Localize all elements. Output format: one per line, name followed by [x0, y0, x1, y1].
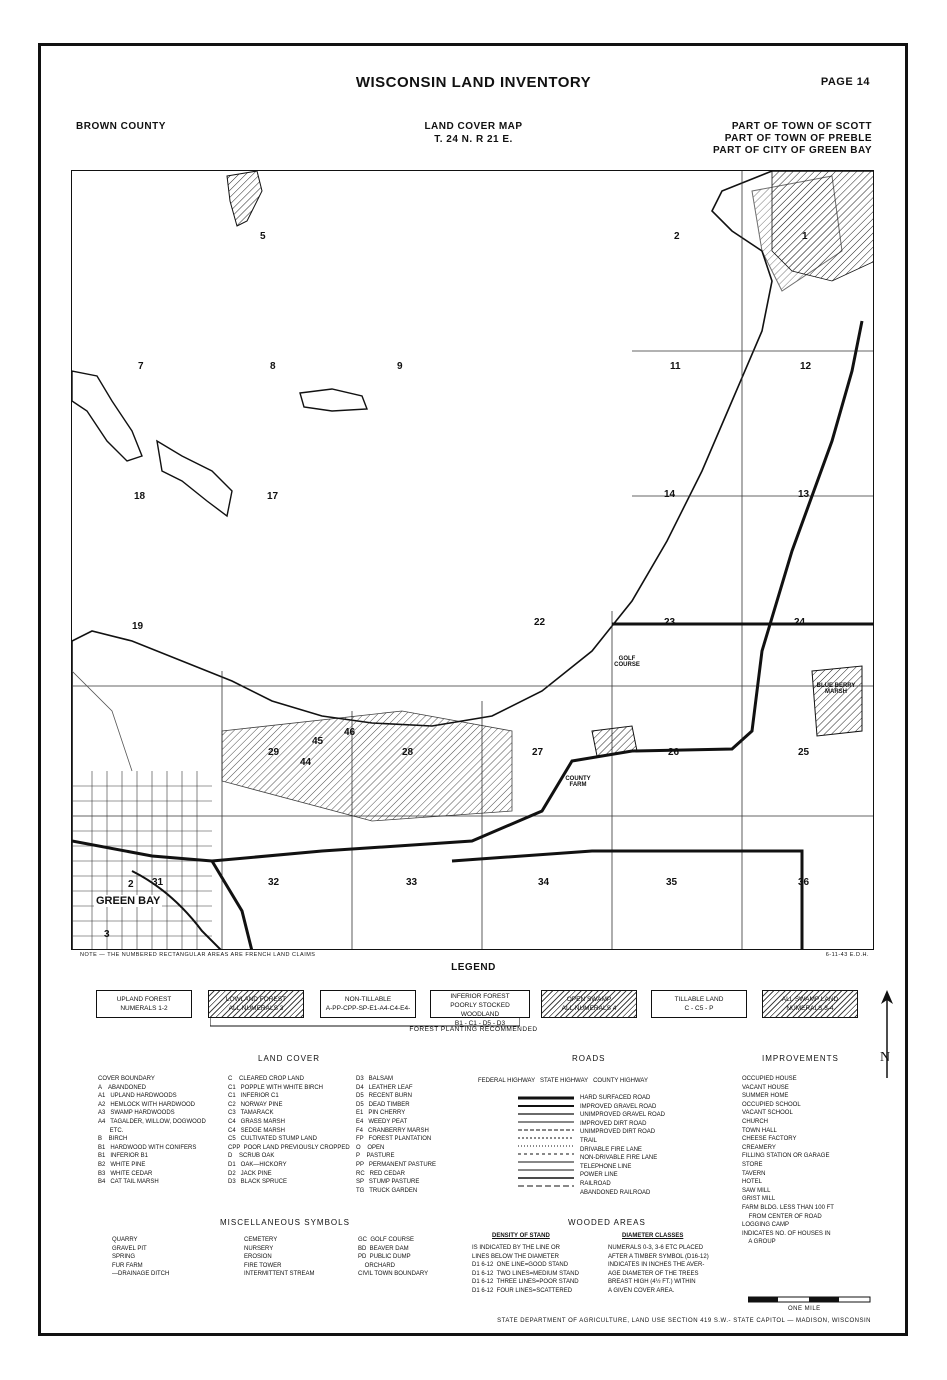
diameter-list: NUMERALS 0-3, 3-6 ETC PLACED AFTER A TIMBER SYMBOL (D16-12) INDICATES IN INCHES THE AVER- AGE DIAMETER OF THE TREES BREAST HIGH (4½ FT.) WITHIN A GIVEN COVER AREA.	[608, 1245, 709, 1294]
section-24: 24	[794, 617, 806, 628]
density-heading: DENSITY OF STAND	[492, 1233, 550, 1239]
north-label: N	[880, 1050, 891, 1065]
section-17: 17	[267, 491, 279, 502]
misc-list-3: GC GOLF COURSE BD BEAVER DAM PD PUBLIC DUMP ORCHARD CIVIL TOWN BOUNDARY	[358, 1237, 429, 1278]
shoreline-land	[72, 171, 874, 950]
road-symbols	[518, 1094, 576, 1198]
section-18: 18	[134, 491, 146, 502]
township-label: T. 24 N. R 21 E.	[434, 134, 513, 145]
section-13: 13	[798, 489, 810, 500]
section-32: 32	[268, 877, 280, 888]
section-35: 35	[666, 877, 678, 888]
area-name-2: PART OF TOWN OF PREBLE	[724, 133, 872, 144]
county-name: BROWN COUNTY	[76, 121, 166, 132]
area-name-3: PART OF CITY OF GREEN BAY	[713, 145, 872, 156]
section-5: 5	[260, 231, 266, 242]
section-8: 8	[270, 361, 276, 372]
section-25: 25	[798, 747, 810, 758]
section-22: 22	[534, 617, 546, 628]
map-note: NOTE — THE NUMBERED RECTANGULAR AREAS ARE FRENCH LAND CLAIMS	[80, 952, 316, 958]
legend-lowland-forest: LOWLAND FOREST ALL NUMERALS 3	[208, 990, 304, 1018]
misc-symbols-heading: MISCELLANEOUS SYMBOLS	[220, 1218, 350, 1227]
section-27: 27	[532, 747, 544, 758]
land-cover-list-2: C CLEARED CROP LAND C1 POPPLE WITH WHITE BIRCH C1 INFERIOR C1 C2 NORWAY PINE C3 TAMARACK C4 GRASS MARSH C4 SEDGE MARSH C5 CULTIVATED STUMP LAND CPP POOR LAND PREVIOUSLY CROPPED D SCRUB OAK D1 OAK—HICKORY D2 JACK PINE D3 BLACK SPRUCE	[228, 1076, 350, 1186]
section-19: 19	[132, 621, 144, 632]
blue-berry-marsh-label: BLUE BERRY MARSH	[816, 683, 856, 695]
claim-46: 46	[344, 727, 356, 738]
improvements-list: OCCUPIED HOUSE VACANT HOUSE SUMMER HOME OCCUPIED SCHOOL VACANT SCHOOL CHURCH TOWN HALL CHEESE FACTORY CREAMERY FILLING STATION OR GARAGE STORE TAVERN HOTEL SAW MILL GRIST MILL FARM BLDG. LESS THAN 100 FT FROM CENTER OF ROAD LOGGING CAMP INDICATES NO. OF HOUSES IN A GROUP	[742, 1076, 834, 1246]
page-number: PAGE 14	[820, 76, 870, 88]
golf-course-label: GOLF COURSE	[614, 656, 640, 668]
section-28: 28	[402, 747, 414, 758]
legend-non-tillable: NON-TILLABLE A-PP-CPP-SP-E1-A4-C4-E4-	[320, 990, 416, 1018]
diameter-heading: DIAMETER CLASSES	[622, 1233, 684, 1239]
section-2: 2	[674, 231, 680, 242]
forest-planting-note: FOREST PLANTING RECOMMENDED	[409, 1026, 538, 1033]
legend-open-swamp: OPEN SWAMP ALL NUMERALS 4	[541, 990, 637, 1018]
map-date: 6-11-43 E.D.H.	[825, 952, 869, 958]
land-cover-heading: LAND COVER	[258, 1054, 321, 1063]
highway-types: FEDERAL HIGHWAY STATE HIGHWAY COUNTY HIGHWAY	[478, 1078, 648, 1084]
misc-list-2: CEMETERY NURSERY EROSION FIRE TOWER INTERMITTENT STREAM	[244, 1237, 315, 1278]
road-types-list: HARD SURFACED ROAD IMPROVED GRAVEL ROAD UNIMPROVED GRAVEL ROAD IMPROVED DIRT ROAD UNIMPROVED DIRT ROAD TRAIL DRIVABLE FIRE LANE NON-DRIVABLE FIRE LANE TELEPHONE LINE POWER LINE RAILROAD ABANDONED RAILROAD	[580, 1095, 666, 1196]
island-long	[72, 371, 142, 461]
island-north	[227, 171, 262, 226]
improvements-heading: IMPROVEMENTS	[762, 1054, 839, 1063]
island-middle	[300, 389, 367, 411]
map-type: LAND COVER MAP	[424, 121, 523, 132]
section-2-label: 2	[128, 879, 134, 890]
forest-planting-bracket	[210, 1018, 520, 1030]
section-3-label: 3	[104, 929, 110, 940]
legend-all-swamp-land: ALL SWAMP LAND NUMERALS 3-4	[762, 990, 858, 1018]
roads-heading: ROADS	[572, 1054, 606, 1063]
land-cover-map	[71, 170, 874, 950]
footer-credit: STATE DEPARTMENT OF AGRICULTURE, LAND USE SECTION 419 S.W.- STATE CAPITOL — MADISON, WISCONSIN	[497, 1318, 871, 1324]
legend-inferior-forest: INFERIOR FOREST POORLY STOCKED WOODLAND B1 - C1 - D5 - D3	[430, 990, 530, 1018]
land-cover-list-3: D3 BALSAM D4 LEATHER LEAF D5 RECENT BURN D5 DEAD TIMBER E1 PIN CHERRY E4 WEEDY PEAT F4 CRANBERRY MARSH FP FOREST PLANTATION O OPEN P PASTURE PP PERMANENT PASTURE RC RED CEDAR SP STUMP PASTURE TG TRUCK GARDEN	[356, 1076, 437, 1194]
section-31: 31	[152, 877, 164, 888]
claim-45: 45	[312, 736, 324, 747]
land-cover-list-1: COVER BOUNDARY A ABANDONED A1 UPLAND HARDWOODS A2 HEMLOCK WITH HARDWOOD A3 SWAMP HARDWOODS A4 TAGALDER, WILLOW, DOGWOOD ETC. B BIRCH B1 HARDWOOD WITH CONIFERS B1 INFERIOR B1 B2 WHITE PINE B3 WHITE CEDAR B4 CAT TAIL MARSH	[98, 1076, 206, 1186]
section-34: 34	[538, 877, 550, 888]
north-arrow-icon	[876, 990, 898, 1080]
section-9: 9	[397, 361, 403, 372]
section-14: 14	[664, 489, 676, 500]
map-drawing	[72, 171, 874, 950]
section-12: 12	[800, 361, 812, 372]
section-1: 1	[802, 231, 808, 242]
scale-label: ONE MILE	[788, 1306, 821, 1312]
section-36: 36	[798, 877, 810, 888]
scale-bar	[748, 1296, 872, 1304]
claim-44: 44	[300, 757, 312, 768]
county-farm-label: COUNTY FARM	[565, 776, 591, 788]
section-33: 33	[406, 877, 418, 888]
legend-title: LEGEND	[451, 962, 496, 973]
section-23: 23	[664, 617, 676, 628]
legend-tillable-land: TILLABLE LAND C - C5 - P	[651, 990, 747, 1018]
island-long-2	[157, 441, 232, 516]
city-label-green-bay: GREEN BAY	[96, 895, 161, 907]
section-26: 26	[668, 747, 680, 758]
density-list: IS INDICATED BY THE LINE OR LINES BELOW THE DIAMETER D1 6-12 ONE LINE=GOOD STAND D1 6-12 TWO LINES=MEDIUM STAND D1 6-12 THREE LINES=POOR STAND D1 6-12 FOUR LINES=SCATTERED	[472, 1245, 579, 1294]
section-29: 29	[268, 747, 280, 758]
page-title: WISCONSIN LAND INVENTORY	[355, 74, 592, 91]
misc-list-1: QUARRY GRAVEL PIT SPRING FUR FARM —DRAINAGE DITCH	[112, 1237, 170, 1278]
area-name-1: PART OF TOWN OF SCOTT	[731, 121, 872, 132]
legend-upland-forest: UPLAND FOREST NUMERALS 1-2	[96, 990, 192, 1018]
section-11: 11	[670, 361, 681, 372]
wooded-areas-heading: WOODED AREAS	[568, 1218, 646, 1227]
section-7: 7	[138, 361, 144, 372]
